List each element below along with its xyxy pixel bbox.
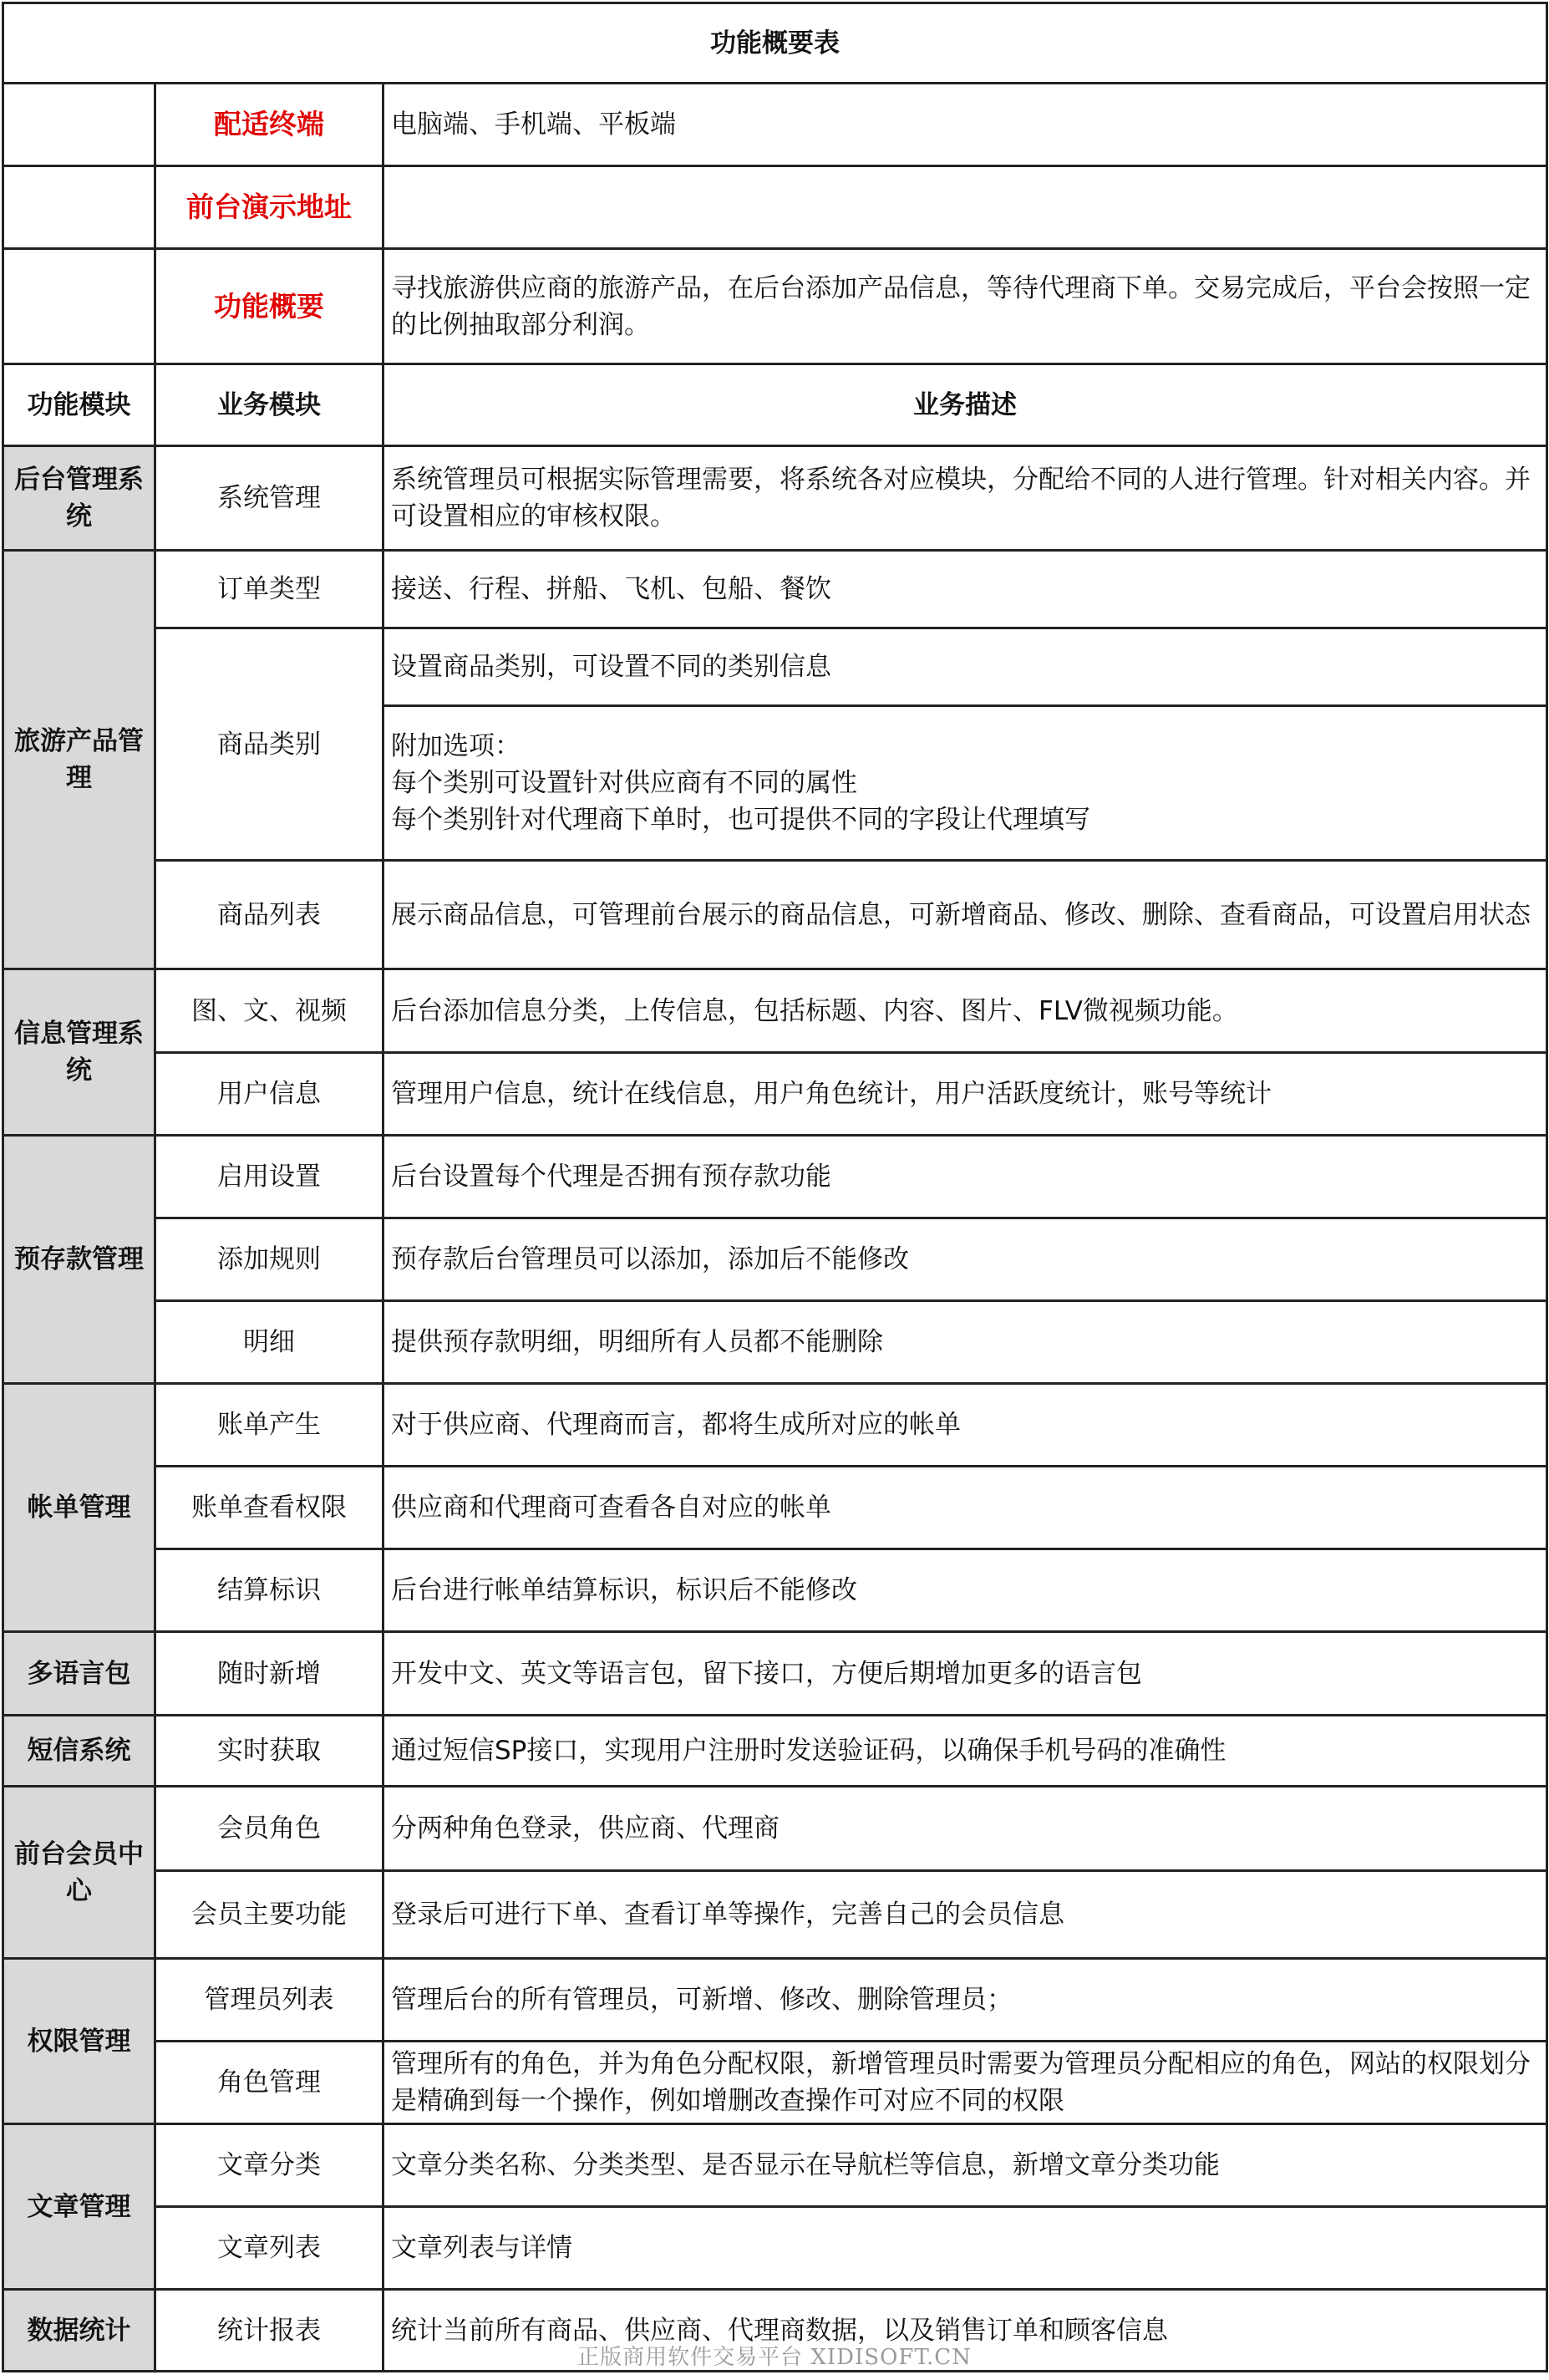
table-row: [3, 1871, 1547, 1959]
table-row: [3, 1384, 1547, 1467]
table-row: [3, 1959, 1547, 2042]
table-row: [3, 446, 1547, 551]
table-row: [3, 1053, 1547, 1136]
description-cell: 附加选项： 每个类别可设置针对供应商有不同的属性 每个类别针对代理商下单时，也可提供不同的字段让代理填写: [383, 706, 1547, 861]
business-cell: 系统管理: [155, 446, 383, 551]
header-description: 业务描述: [383, 364, 1547, 446]
blank-cell: [3, 249, 155, 364]
description-cell: 后台设置每个代理是否拥有预存款功能: [383, 1136, 1547, 1218]
terminals-label: 配适终端: [155, 84, 383, 166]
overview-label: 功能概要: [155, 249, 383, 364]
business-cell: 图、文、视频: [155, 969, 383, 1053]
business-cell: 会员角色: [155, 1787, 383, 1871]
description-cell: 供应商和代理商可查看各自对应的帐单: [383, 1467, 1547, 1549]
business-cell: 会员主要功能: [155, 1871, 383, 1959]
table-title: 功能概要表: [3, 3, 1547, 84]
table-row: [3, 969, 1547, 1053]
terminals-value: 电脑端、手机端、平板端: [383, 84, 1547, 166]
business-cell: 商品类别: [155, 628, 383, 861]
business-cell: 启用设置: [155, 1136, 383, 1218]
table-row: [3, 1632, 1547, 1716]
module-cell: 帐单管理: [3, 1384, 155, 1632]
table-row: [3, 2124, 1547, 2207]
business-cell: 结算标识: [155, 1549, 383, 1632]
module-cell: 权限管理: [3, 1959, 155, 2124]
business-cell: 账单查看权限: [155, 1467, 383, 1549]
module-cell: 旅游产品管理: [3, 551, 155, 969]
demo-row: [3, 166, 1547, 249]
table-row: [3, 1136, 1547, 1218]
module-cell: 多语言包: [3, 1632, 155, 1716]
header-business: 业务模块: [155, 364, 383, 446]
header-module: 功能模块: [3, 364, 155, 446]
demo-label: 前台演示地址: [155, 166, 383, 249]
title-row: [3, 3, 1547, 84]
table-row: [3, 1218, 1547, 1301]
business-cell: 文章列表: [155, 2207, 383, 2290]
table-row: [3, 861, 1547, 969]
description-cell: 通过短信SP接口，实现用户注册时发送验证码，以确保手机号码的准确性: [383, 1716, 1547, 1787]
table-row: [3, 1787, 1547, 1871]
description-cell: 后台添加信息分类，上传信息，包括标题、内容、图片、FLV微视频功能。: [383, 969, 1547, 1053]
table-row: [3, 1549, 1547, 1632]
table-row: [3, 1301, 1547, 1384]
module-cell: 前台会员中心: [3, 1787, 155, 1959]
feature-summary-table: [2, 2, 1548, 2372]
business-cell: 角色管理: [155, 2042, 383, 2124]
module-cell: 短信系统: [3, 1716, 155, 1787]
description-cell: 分两种角色登录，供应商、代理商: [383, 1787, 1547, 1871]
description-cell: 对于供应商、代理商而言，都将生成所对应的帐单: [383, 1384, 1547, 1467]
description-cell: 后台进行帐单结算标识，标识后不能修改: [383, 1549, 1547, 1632]
business-cell: 管理员列表: [155, 1959, 383, 2042]
business-cell: 订单类型: [155, 551, 383, 628]
description-cell: 管理所有的角色，并为角色分配权限，新增管理员时需要为管理员分配相应的角色，网站的权限划分是精确到每一个操作，例如增删改查操作可对应不同的权限: [383, 2042, 1547, 2124]
description-cell: 文章列表与详情: [383, 2207, 1547, 2290]
business-cell: 随时新增: [155, 1632, 383, 1716]
description-cell: 开发中文、英文等语言包，留下接口，方便后期增加更多的语言包: [383, 1632, 1547, 1716]
module-cell: 数据统计: [3, 2290, 155, 2372]
description-cell: 展示商品信息，可管理前台展示的商品信息，可新增商品、修改、删除、查看商品，可设置启用状态: [383, 861, 1547, 969]
module-cell: 文章管理: [3, 2124, 155, 2290]
blank-cell: [3, 84, 155, 166]
description-cell: 接送、行程、拼船、飞机、包船、餐饮: [383, 551, 1547, 628]
business-cell: 添加规则: [155, 1218, 383, 1301]
module-cell: 预存款管理: [3, 1136, 155, 1384]
description-cell: 提供预存款明细，明细所有人员都不能删除: [383, 1301, 1547, 1384]
overview-row: [3, 249, 1547, 364]
description-cell: 登录后可进行下单、查看订单等操作，完善自己的会员信息: [383, 1871, 1547, 1959]
watermark-text: 正版商用软件交易平台 XIDISOFT.CN: [577, 2345, 972, 2370]
business-cell: 统计报表: [155, 2290, 383, 2372]
table-row: [3, 551, 1547, 628]
terminals-row: [3, 84, 1547, 166]
description-cell: 管理用户信息，统计在线信息，用户角色统计，用户活跃度统计，账号等统计: [383, 1053, 1547, 1136]
business-cell: 文章分类: [155, 2124, 383, 2207]
demo-value: [383, 166, 1547, 249]
table-row: [3, 628, 1547, 706]
module-cell: 信息管理系统: [3, 969, 155, 1136]
business-cell: 商品列表: [155, 861, 383, 969]
business-cell: 实时获取: [155, 1716, 383, 1787]
business-cell: 明细: [155, 1301, 383, 1384]
description-cell: 统计当前所有商品、供应商、代理商数据，以及销售订单和顾客信息: [383, 2290, 1547, 2372]
header-row: [3, 364, 1547, 446]
description-cell: 设置商品类别，可设置不同的类别信息: [383, 628, 1547, 706]
description-cell: 预存款后台管理员可以添加，添加后不能修改: [383, 1218, 1547, 1301]
overview-value: 寻找旅游供应商的旅游产品，在后台添加产品信息，等待代理商下单。交易完成后，平台会按照一定的比例抽取部分利润。: [383, 249, 1547, 364]
table-row: [3, 1467, 1547, 1549]
business-cell: 用户信息: [155, 1053, 383, 1136]
description-cell: 文章分类名称、分类类型、是否显示在导航栏等信息，新增文章分类功能: [383, 2124, 1547, 2207]
description-cell: 管理后台的所有管理员，可新增、修改、删除管理员；: [383, 1959, 1547, 2042]
table-row: [3, 1716, 1547, 1787]
business-cell: 账单产生: [155, 1384, 383, 1467]
table-row: [3, 2207, 1547, 2290]
description-cell: 系统管理员可根据实际管理需要，将系统各对应模块，分配给不同的人进行管理。针对相关内容。并可设置相应的审核权限。: [383, 446, 1547, 551]
module-cell: 后台管理系统: [3, 446, 155, 551]
blank-cell: [3, 166, 155, 249]
table-row: [3, 2042, 1547, 2124]
